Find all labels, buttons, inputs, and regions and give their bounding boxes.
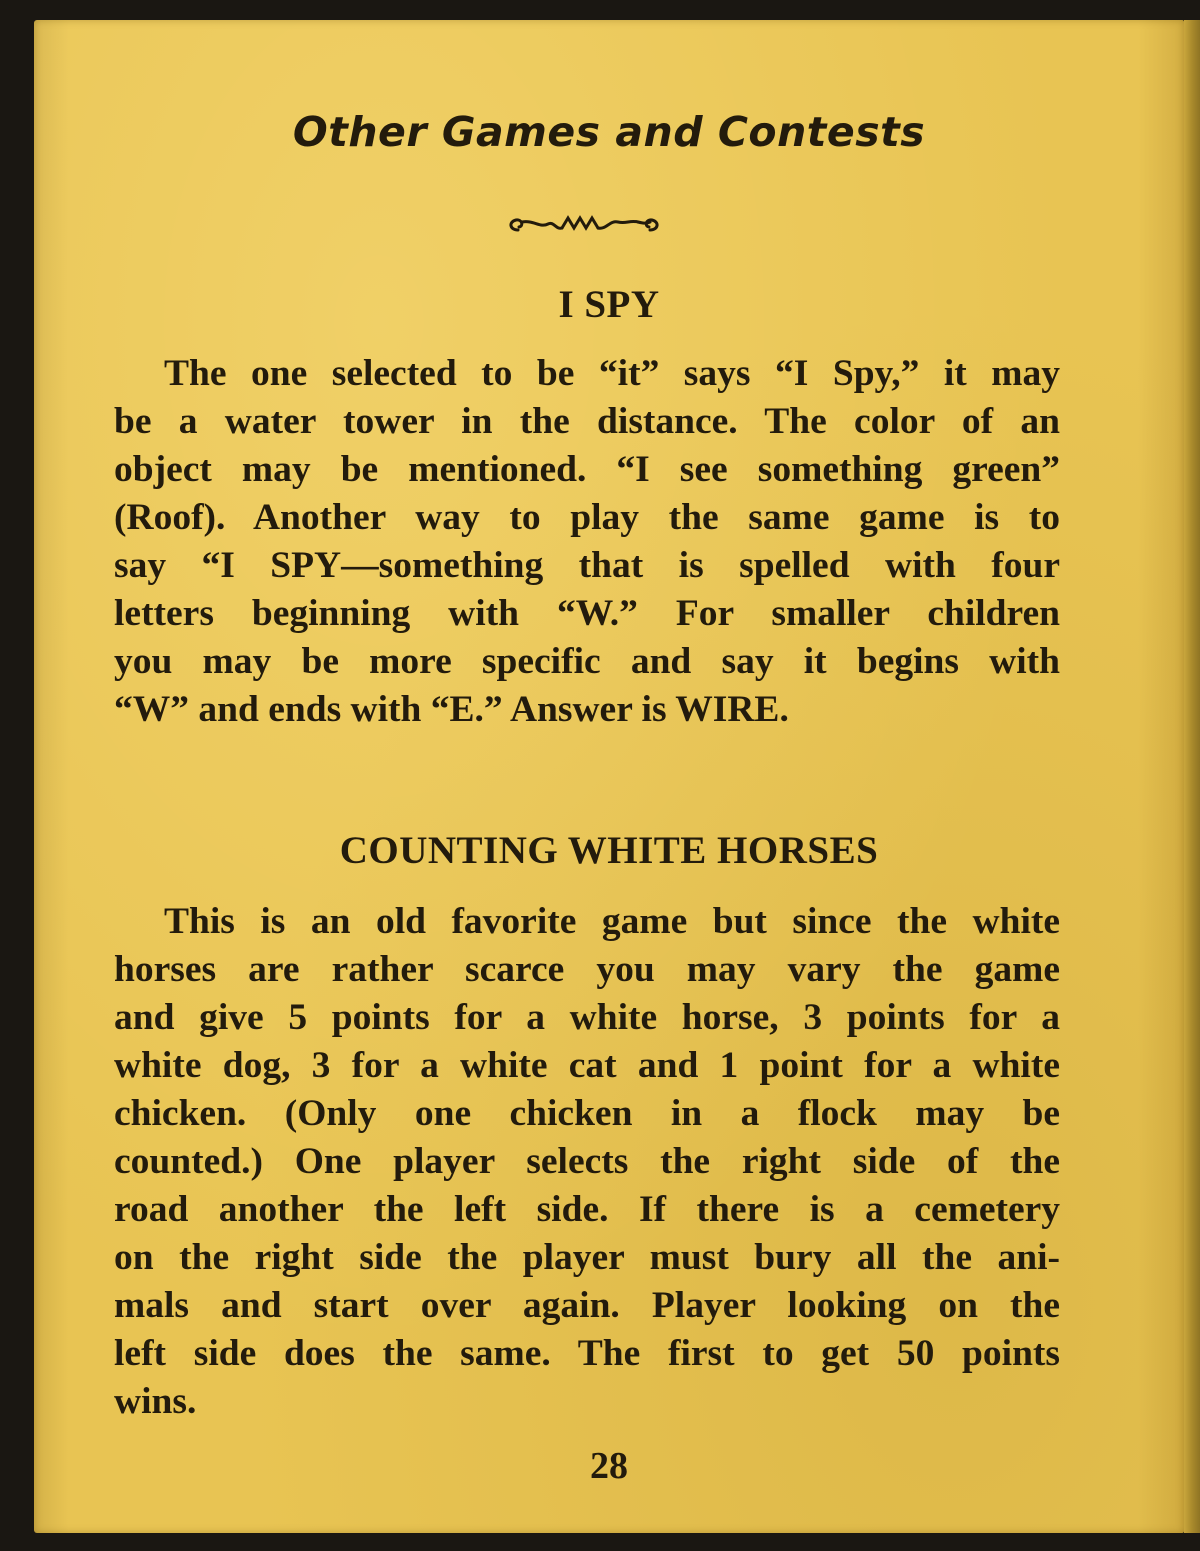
page-edge [1184, 20, 1200, 1533]
page-header-title: Other Games and Contests [292, 108, 926, 156]
text-line: be a water tower in the distance. The color of an [114, 401, 1060, 442]
text-line: say “I SPY—something that is spelled with four [114, 545, 1060, 586]
booklet-page [34, 20, 1184, 1533]
section-title-i-spy: I SPY [558, 283, 660, 326]
text-line: chicken. (Only one chicken in a flock may be [114, 1093, 1060, 1134]
text-line: on the right side the player must bury all the ani- [114, 1237, 1060, 1278]
text-line: The one selected to be “it” says “I Spy,” it may [164, 353, 1060, 394]
text-line: left side does the same. The first to get 50 points [114, 1333, 1060, 1374]
text-line: counted.) One player selects the right side of the [114, 1141, 1060, 1182]
text-line: wins. [114, 1381, 197, 1422]
text-line: letters beginning with “W.” For smaller children [114, 593, 1060, 634]
text-line: horses are rather scarce you may vary the game [114, 949, 1060, 990]
page-number: 28 [590, 1445, 628, 1487]
text-line: object may be mentioned. “I see something green” [114, 449, 1060, 490]
scroll-flourish-icon [504, 210, 664, 240]
text-line: you may be more specific and say it begins with [114, 641, 1060, 682]
paragraph-i-spy [114, 350, 1060, 734]
text-line: (Roof). Another way to play the same game is to [114, 497, 1060, 538]
text-line: road another the left side. If there is a cemetery [114, 1189, 1060, 1230]
text-line: and give 5 points for a white horse, 3 points for a [114, 997, 1060, 1038]
paragraph-counting-white-horses [114, 898, 1060, 1426]
section-title-counting-white-horses: COUNTING WHITE HORSES [339, 829, 879, 872]
text-line: mals and start over again. Player looking on the [114, 1285, 1060, 1326]
text-line: This is an old favorite game but since the white [164, 901, 1060, 942]
text-line: white dog, 3 for a white cat and 1 point for a white [114, 1045, 1060, 1086]
text-line: “W” and ends with “E.” Answer is WIRE. [114, 689, 789, 730]
